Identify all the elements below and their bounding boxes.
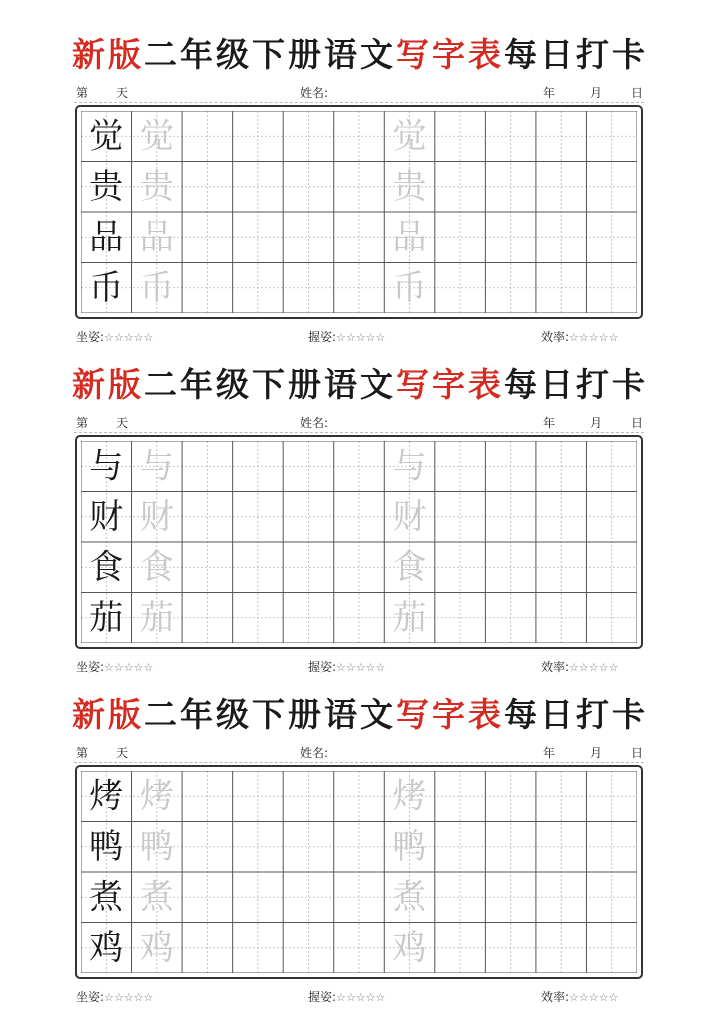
model-character: 烤 [89, 776, 124, 817]
ratings-row [0, 658, 720, 674]
efficiency-rating [541, 658, 618, 675]
posture-stars[interactable]: ☆☆☆☆☆ [104, 331, 154, 344]
efficiency-rating [541, 988, 618, 1005]
title-part-daily-checkin: 每日打卡 [504, 35, 648, 74]
posture-label: 坐姿: [76, 660, 105, 674]
trace-character[interactable]: 币 [139, 267, 174, 308]
year-label: 年 [543, 86, 556, 100]
trace-character[interactable]: 煮 [392, 877, 427, 918]
day-suffix-label: 天 [116, 416, 129, 430]
grip-stars[interactable]: ☆☆☆☆☆ [336, 661, 386, 674]
day-label: 日 [631, 416, 644, 430]
trace-character[interactable]: 觉 [392, 116, 427, 157]
trace-character[interactable]: 贵 [139, 166, 174, 207]
title-part-new-edition: 新版 [72, 35, 144, 74]
month-label: 月 [590, 86, 603, 100]
tianzige-grid [75, 435, 643, 649]
grip-stars[interactable]: ☆☆☆☆☆ [336, 991, 386, 1004]
trace-character[interactable]: 鸡 [392, 927, 427, 968]
month-label: 月 [590, 416, 603, 430]
info-line [0, 84, 720, 102]
title-part-grade: 二年级下册语文 [144, 35, 396, 74]
info-line [0, 744, 720, 762]
trace-character[interactable]: 与 [139, 446, 174, 487]
trace-character[interactable]: 品 [139, 217, 174, 258]
title-part-writing-table: 写字表 [396, 695, 504, 734]
posture-rating [76, 988, 153, 1005]
trace-character[interactable]: 茄 [139, 597, 174, 638]
ratings-row [0, 988, 720, 1004]
title-part-grade: 二年级下册语文 [144, 695, 396, 734]
model-character: 鸭 [89, 826, 124, 867]
practice-section-1 [0, 30, 720, 360]
efficiency-label: 效率: [541, 990, 570, 1004]
info-divider [74, 762, 644, 763]
efficiency-stars[interactable]: ☆☆☆☆☆ [569, 991, 619, 1004]
trace-character[interactable]: 与 [392, 446, 427, 487]
posture-stars[interactable]: ☆☆☆☆☆ [104, 991, 154, 1004]
model-character: 财 [89, 496, 124, 537]
name-label: 姓名: [300, 416, 329, 430]
trace-character[interactable]: 鸭 [139, 826, 174, 867]
grid-svg [81, 111, 637, 313]
trace-character[interactable]: 烤 [392, 776, 427, 817]
title-part-writing-table: 写字表 [396, 35, 504, 74]
practice-section-3 [0, 690, 720, 1020]
trace-character[interactable]: 财 [139, 496, 174, 537]
practice-section-2 [0, 360, 720, 690]
efficiency-rating [541, 328, 618, 345]
grip-rating [308, 988, 385, 1005]
name-label: 姓名: [300, 746, 329, 760]
name-label: 姓名: [300, 86, 329, 100]
model-character: 品 [89, 217, 124, 258]
model-character: 与 [89, 446, 124, 487]
info-divider [74, 102, 644, 103]
day-label: 日 [631, 86, 644, 100]
title-part-daily-checkin: 每日打卡 [504, 365, 648, 404]
trace-character[interactable]: 鸡 [139, 927, 174, 968]
trace-character[interactable]: 品 [392, 217, 427, 258]
day-prefix-label: 第 [76, 746, 89, 760]
year-label: 年 [543, 746, 556, 760]
title-part-writing-table: 写字表 [396, 365, 504, 404]
trace-character[interactable]: 烤 [139, 776, 174, 817]
model-character: 币 [89, 267, 124, 308]
model-character: 贵 [89, 166, 124, 207]
trace-character[interactable]: 食 [392, 547, 427, 588]
month-label: 月 [590, 746, 603, 760]
worksheet-title [0, 690, 720, 740]
day-suffix-label: 天 [116, 86, 129, 100]
trace-character[interactable]: 财 [392, 496, 427, 537]
trace-character[interactable]: 煮 [139, 877, 174, 918]
model-character: 茄 [89, 597, 124, 638]
trace-character[interactable]: 觉 [139, 116, 174, 157]
grip-label: 握姿: [308, 330, 337, 344]
trace-character[interactable]: 茄 [392, 597, 427, 638]
tianzige-grid [75, 765, 643, 979]
efficiency-label: 效率: [541, 660, 570, 674]
grip-rating [308, 658, 385, 675]
info-divider [74, 432, 644, 433]
tianzige-grid [75, 105, 643, 319]
day-prefix-label: 第 [76, 416, 89, 430]
posture-rating [76, 658, 153, 675]
efficiency-stars[interactable]: ☆☆☆☆☆ [569, 661, 619, 674]
grip-label: 握姿: [308, 660, 337, 674]
grip-label: 握姿: [308, 990, 337, 1004]
year-label: 年 [543, 416, 556, 430]
trace-character[interactable]: 币 [392, 267, 427, 308]
model-character: 食 [89, 547, 124, 588]
posture-stars[interactable]: ☆☆☆☆☆ [104, 661, 154, 674]
model-character: 鸡 [89, 927, 124, 968]
ratings-row [0, 328, 720, 344]
grid-svg [81, 771, 637, 973]
model-character: 觉 [89, 116, 124, 157]
title-part-new-edition: 新版 [72, 695, 144, 734]
trace-character[interactable]: 食 [139, 547, 174, 588]
day-suffix-label: 天 [116, 746, 129, 760]
title-part-new-edition: 新版 [72, 365, 144, 404]
trace-character[interactable]: 鸭 [392, 826, 427, 867]
posture-label: 坐姿: [76, 990, 105, 1004]
day-label: 日 [631, 746, 644, 760]
posture-rating [76, 328, 153, 345]
grip-rating [308, 328, 385, 345]
info-line [0, 414, 720, 432]
grip-stars[interactable]: ☆☆☆☆☆ [336, 331, 386, 344]
day-prefix-label: 第 [76, 86, 89, 100]
model-character: 煮 [89, 877, 124, 918]
efficiency-stars[interactable]: ☆☆☆☆☆ [569, 331, 619, 344]
trace-character[interactable]: 贵 [392, 166, 427, 207]
title-part-daily-checkin: 每日打卡 [504, 695, 648, 734]
grid-svg [81, 441, 637, 643]
worksheet-title [0, 30, 720, 80]
worksheet-title [0, 360, 720, 410]
posture-label: 坐姿: [76, 330, 105, 344]
title-part-grade: 二年级下册语文 [144, 365, 396, 404]
efficiency-label: 效率: [541, 330, 570, 344]
